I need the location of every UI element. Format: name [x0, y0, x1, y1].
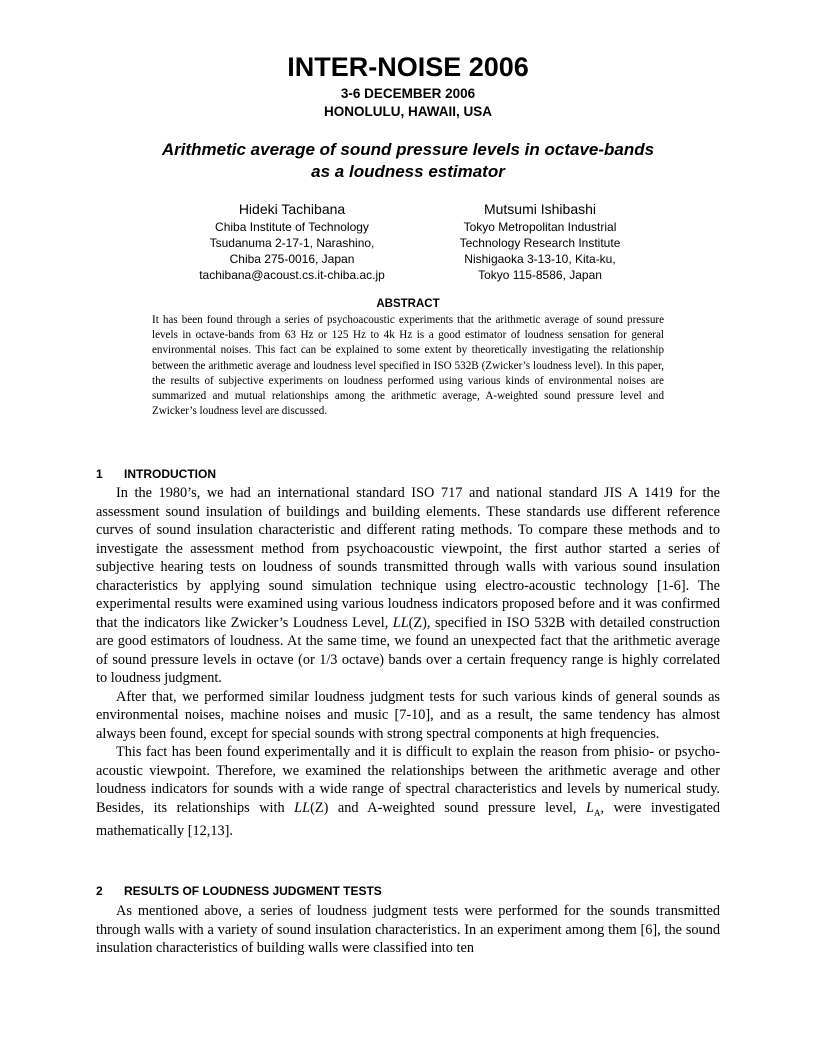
abstract-heading: ABSTRACT	[376, 298, 440, 310]
paragraph: In the 1980’s, we had an international standard ISO 717 and national standard JIS A 1419 for the assessment sound insulation of buildings and building elements. These standards use different reference curves of sound insulation characteristic and different rating methods. To compare these methods and to investigate the assessment method from psychoacoustic viewpoint, the first author started a series of subjective hearing tests on loudness of sounds transmitted through walls with various sound insulation characteristics by applying sound simulation technique using electro-acoustic technology [1-6]. The experimental results were examined using various loudness indicators proposed before and it was confirmed that the indicators like Zwicker’s Loudness Level, LL(Z), specified in ISO 532B with detailed construction are good estimators of loudness. At the same time, we found an unexpected fact that the arithmetic average of sound pressure levels in octave (or 1/3 octave) bands over a certain frequency range is highly correlated to loudness judgment.	[96, 485, 721, 686]
section-title: RESULTS OF LOUDNESS JUDGMENT TESTS	[124, 884, 382, 898]
author-address: Tokyo 115-8586, Japan	[478, 268, 602, 282]
author-block-tachibana	[162, 200, 422, 283]
author-block-ishibashi	[410, 200, 670, 283]
section-title: INTRODUCTION	[124, 467, 216, 481]
author-address: Nishigaoka 3-13-10, Kita-ku,	[464, 252, 616, 266]
section-heading-results	[96, 884, 382, 898]
conference-title: INTER-NOISE 2006	[287, 52, 529, 82]
results-body	[96, 902, 720, 958]
author-name: Hideki Tachibana	[238, 201, 346, 217]
conference-place: HONOLULU, HAWAII, USA	[324, 104, 492, 119]
paragraph: As mentioned above, a series of loudness judgment tests were performed for the sounds transmitted through walls with a variety of sound insulation characteristics. In an experiment among them [6], the sound insulation characteristics of building walls were classified into ten	[96, 903, 720, 956]
abstract-text: It has been found through a series of psychoacoustic experiments that the arithmetic average of sound pressure levels in octave-bands from 63 Hz or 125 Hz to 4k Hz is a good estimator of loudness sensation for general environmental noises. This fact can be explained to some extent by theoretically investigating the relationship between the arithmetic average and loudness level specified in ISO 532B (Zwicker’s loudness level). In this paper, the results of subjective experiments on loudness performed using various kinds of environmental noises are summarized and mutual relationships among the arithmetic average, A-weighted sound pressure level and Zwicker’s loudness level are discussed.	[152, 314, 664, 418]
author-institution: Chiba Institute of Technology	[215, 220, 369, 234]
section-heading-introduction	[96, 467, 216, 481]
section-number: 2	[96, 884, 103, 898]
author-institution: Tokyo Metropolitan Industrial	[463, 220, 617, 234]
paragraph: This fact has been found experimentally and it is difficult to explain the reason from phisio- or psycho-acoustic viewpoint. Therefore, we examined the relationships between the arithmetic average and other loudness indicators for sounds with a wide range of spectral characteristics and levels by numerical study. Besides, its relationships with LL(Z) and A-weighted sound pressure level, $L_A$, were investigated mathematically [12,13].	[96, 744, 720, 839]
paper-title	[0, 139, 816, 183]
introduction-body	[96, 484, 720, 840]
author-address: Tsudanuma 2-17-1, Narashino,	[209, 236, 375, 250]
author-institution: Technology Research Institute	[459, 236, 621, 250]
paper-title-line-1: Arithmetic average of sound pressure levels in octave-bands	[161, 140, 655, 159]
author-address: Chiba 275-0016, Japan	[229, 252, 355, 266]
section-number: 1	[96, 467, 103, 481]
paper-title-line-2: as a loudness estimator	[311, 162, 505, 181]
author-name: Mutsumi Ishibashi	[483, 201, 597, 217]
paragraph: After that, we performed similar loudness judgment tests for such various kinds of general sounds as environmental noises, machine noises and music [7-10], and as a result, the same tendency has almost always been found, except for special sounds with strong spectral components at high frequencies.	[96, 688, 720, 742]
author-email: tachibana@acoust.cs.it-chiba.ac.jp	[199, 268, 385, 282]
conference-date: 3-6 DECEMBER 2006	[340, 86, 476, 101]
